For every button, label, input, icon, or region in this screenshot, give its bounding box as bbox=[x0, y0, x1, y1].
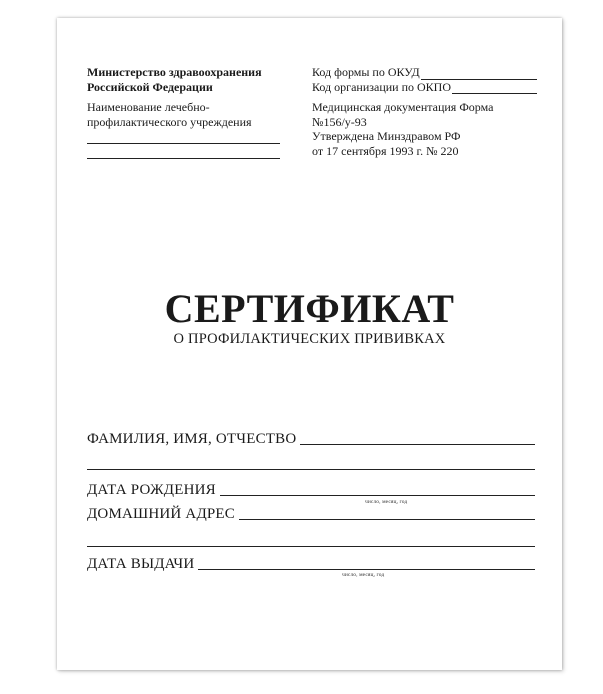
approved-line1: Утверждена Минздравом РФ bbox=[312, 129, 461, 143]
institution-label-line1: Наименование лечебно- bbox=[87, 100, 210, 114]
issue-hint: число, месяц, год bbox=[342, 572, 385, 578]
address-label: ДОМАШНИЙ АДРЕС bbox=[87, 506, 235, 522]
okud-label: Код формы по ОКУД bbox=[312, 65, 420, 79]
fio-field bbox=[87, 430, 535, 448]
issue-label: ДАТА ВЫДАЧИ bbox=[87, 556, 195, 572]
federation-name: Российской Федерации bbox=[87, 79, 213, 94]
birth-label: ДАТА РОЖДЕНИЯ bbox=[87, 482, 216, 498]
address-field bbox=[87, 505, 535, 523]
certificate-title: СЕРТИФИКАТ bbox=[164, 286, 455, 331]
okpo-row bbox=[312, 80, 537, 95]
birth-blank[interactable] bbox=[220, 481, 535, 496]
birth-field bbox=[87, 481, 535, 499]
okpo-blank[interactable] bbox=[452, 81, 537, 94]
ministry-name: Министерство здравоохранения bbox=[87, 65, 262, 79]
okpo-label: Код организации по ОКПО bbox=[312, 79, 452, 94]
address-blank-2[interactable] bbox=[87, 546, 535, 547]
okud-row bbox=[312, 65, 537, 80]
okud-blank[interactable] bbox=[421, 67, 537, 80]
institution-blank-2[interactable] bbox=[87, 144, 280, 159]
fio-label: ФАМИЛИЯ, ИМЯ, ОТЧЕСТВО bbox=[87, 431, 297, 447]
header-left bbox=[87, 65, 282, 159]
institution-label-line2: профилактического учреждения bbox=[87, 114, 252, 129]
approved-line2: от 17 сентября 1993 г. № 220 bbox=[312, 143, 459, 158]
fio-blank-2[interactable] bbox=[87, 469, 535, 470]
certificate-subtitle: О ПРОФИЛАКТИЧЕСКИХ ПРИВИВКАХ bbox=[173, 331, 446, 347]
issue-field bbox=[87, 555, 535, 573]
form-label-line2: №156/у-93 bbox=[312, 114, 367, 129]
header-right bbox=[312, 65, 537, 158]
address-blank[interactable] bbox=[239, 505, 535, 520]
form-label-line1: Медицинская документация Форма bbox=[312, 100, 494, 114]
fio-blank[interactable] bbox=[300, 430, 535, 445]
institution-blank-1[interactable] bbox=[87, 129, 280, 144]
birth-hint: число, месяц, год bbox=[365, 499, 408, 505]
certificate-page bbox=[57, 18, 562, 670]
issue-blank[interactable] bbox=[198, 555, 535, 570]
